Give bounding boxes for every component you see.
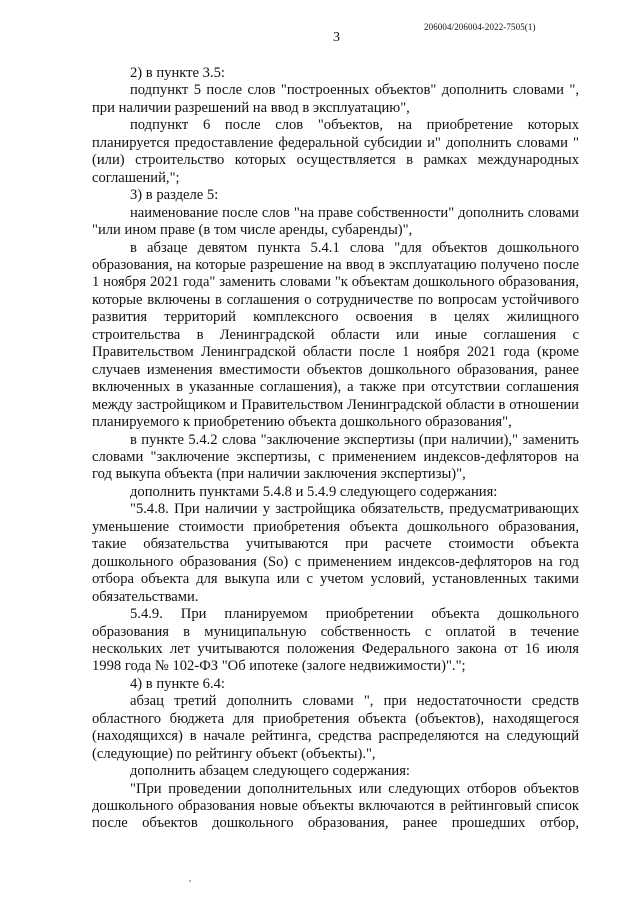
document-body: [92, 65, 579, 833]
paragraph-item-4: 4) в пункте 6.4:: [130, 675, 225, 692]
paragraph-subpoint-6: подпункт 6 после слов "объектов, на приобретение которых планируется предоставление федеральной субсидии и" дополнить словами "(или) строительство которых осуществляется в рамках международных соглашений,";: [92, 117, 579, 186]
page-number: 3: [333, 30, 340, 45]
paragraph-add-points: дополнить пунктами 5.4.8 и 5.4.9 следующего содержания:: [130, 483, 498, 500]
scan-speck: [189, 880, 191, 882]
paragraph-abzac-third: абзац третий дополнить словами ", при недостаточности средств областного бюджета для приобретения объекта (объектов), находящегося (находящихся) в начале рейтинга, средства распределяются на следующий (следующие) по рейтингу объект (объекты).",: [92, 693, 579, 762]
paragraph-section-title: наименование после слов "на праве собственности" дополнить словами "или ином праве (в том числе аренды, субаренды)",: [92, 204, 579, 239]
paragraph-5-4-8: "5.4.8. При наличии у застройщика обязательств, предусматривающих уменьшение стоимости приобретения объекта дошкольного образования, такие обязательства учитываются при расчете стоимости объекта дошкольного образования (So) с применением индексов-дефляторов на год отбора объекта для выкупа или с учетом условий, установленных такими обязательствами.: [92, 501, 579, 605]
paragraph-add-abzac: дополнить абзацем следующего содержания:: [130, 763, 410, 780]
paragraph-5-4-9: 5.4.9. При планируемом приобретении объекта дошкольного образования в муниципальную собственность с оплатой в течение нескольких лет учитываются положения Федерального закона от 16 июля 1998 года № 102-ФЗ "Об ипотеке (залоге недвижимости)".";: [92, 606, 579, 675]
paragraph-5-4-1: в абзаце девятом пункта 5.4.1 слова "для объектов дошкольного образования, на которые разрешение на ввод в эксплуатацию получено после 1 ноября 2021 года" заменить словами "к объектам дошкольного образования, которые включены в соглашения о сотрудничестве по вопросам устойчивого развития территорий комплексного освоения в целях жилищного строительства в Ленинградской области или иные соглашения с Правительством Ленинградской области после 1 ноября 2021 года (кроме случаев изменения вместимости объектов дошкольного образования, ранее включенных в указанные соглашения), а также при отсутствии соглашения между застройщиком и Правительством Ленинградской области в отношении планируемого к приобретению объекта дошкольного образования",: [92, 239, 579, 431]
paragraph-item-3: 3) в разделе 5:: [130, 187, 219, 204]
document-code: 206004/206004-2022-7505(1): [424, 22, 536, 32]
paragraph-5-4-2: в пункте 5.4.2 слова "заключение экспертизы (при наличии)," заменить словами "заключение экспертизы, с применением индексов-дефляторов на год выкупа объекта (при наличии заключения экспертизы)",: [92, 431, 579, 483]
paragraph-subpoint-5: подпункт 5 после слов "построенных объектов" дополнить словами ", при наличии разрешений на ввод в эксплуатацию",: [92, 82, 579, 116]
paragraph-item-2: 2) в пункте 3.5:: [130, 65, 225, 81]
paragraph-quote-start: "При проведении дополнительных или следующих отборов объектов дошкольного образования новые объекты включаются в рейтинговый список после объектов дошкольного образования, ранее прошедших отбор,: [92, 780, 579, 832]
